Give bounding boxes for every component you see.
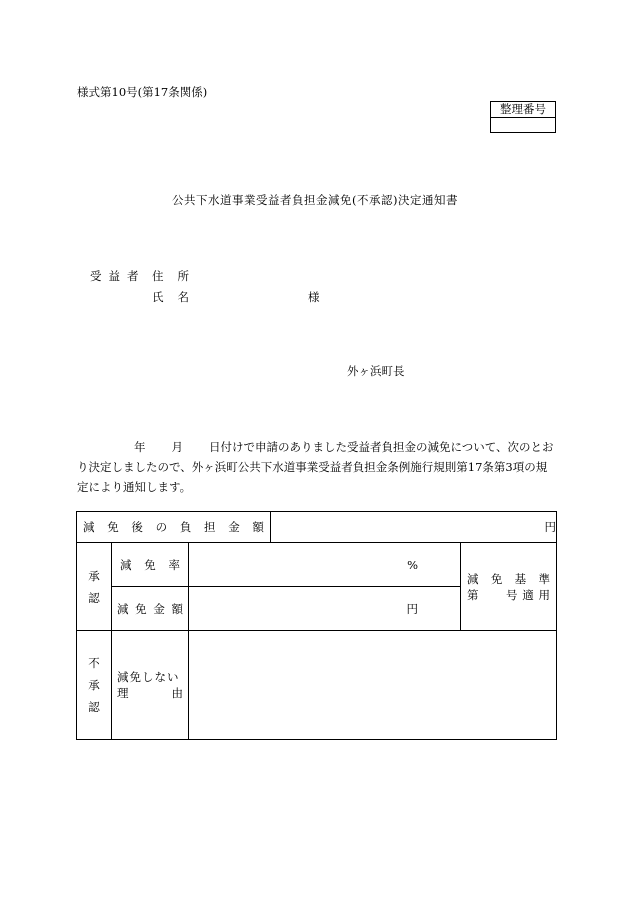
amount-value	[189, 587, 461, 631]
honorific: 様	[308, 290, 320, 304]
yen-unit: 円	[544, 520, 556, 534]
percent-unit: %	[407, 557, 418, 572]
reason-line1: 減免しない	[117, 670, 180, 684]
body-text: 日付けで申請のありました受益者負担金の減免について、次のとおり決定しましたので、外ヶ浜町公共下水道事業受益者負担金条例施行規則第17条第3項の規定により通知します。	[77, 440, 554, 494]
rate-label-cell	[112, 543, 189, 587]
name-label	[152, 289, 189, 305]
rate-label: 減 免 率	[120, 557, 180, 572]
reduced-amount-value	[271, 512, 557, 543]
address-label-text: 住 所	[152, 269, 189, 283]
criteria-line1: 減 免 基 準	[467, 571, 550, 586]
amount-label: 減 免 金 額	[117, 601, 183, 616]
reason-yu: 由	[171, 686, 183, 700]
decision-table	[76, 511, 557, 740]
reference-number-box	[490, 101, 556, 133]
month-label: 月	[171, 440, 183, 454]
year-label: 年	[134, 440, 146, 454]
criteria-applied: 号 適 用	[506, 587, 550, 602]
address-label	[152, 268, 189, 284]
reject-label-cell	[77, 631, 112, 740]
yen-unit-2: 円	[406, 601, 418, 616]
body-paragraph	[77, 437, 555, 497]
criteria-cell	[461, 543, 557, 631]
approve-label-cell	[77, 543, 112, 631]
reason-line2	[117, 685, 183, 701]
reference-number-header: 整理番号	[491, 102, 555, 118]
reason-ri: 理	[117, 686, 129, 700]
reject-label: 不 承 認	[88, 656, 100, 714]
criteria-dai: 第	[467, 587, 479, 602]
document-title: 公共下水道事業受益者負担金減免(不承認)決定通知書	[172, 193, 458, 207]
issuer: 外ヶ浜町長	[347, 364, 405, 378]
reduced-amount-label-cell	[77, 512, 271, 543]
amount-label-cell	[112, 587, 189, 631]
reduced-amount-label: 減 免 後 の 負 担 金 額	[83, 520, 264, 534]
form-number: 様式第10号(第17条関係)	[77, 85, 208, 99]
reason-label-cell	[112, 631, 189, 740]
name-label-text: 氏 名	[152, 290, 189, 304]
criteria-line2	[461, 587, 556, 603]
reason-value	[189, 631, 557, 740]
recipient-label: 受益者	[90, 269, 146, 283]
approve-label: 承 認	[88, 568, 100, 605]
rate-value	[189, 543, 461, 587]
